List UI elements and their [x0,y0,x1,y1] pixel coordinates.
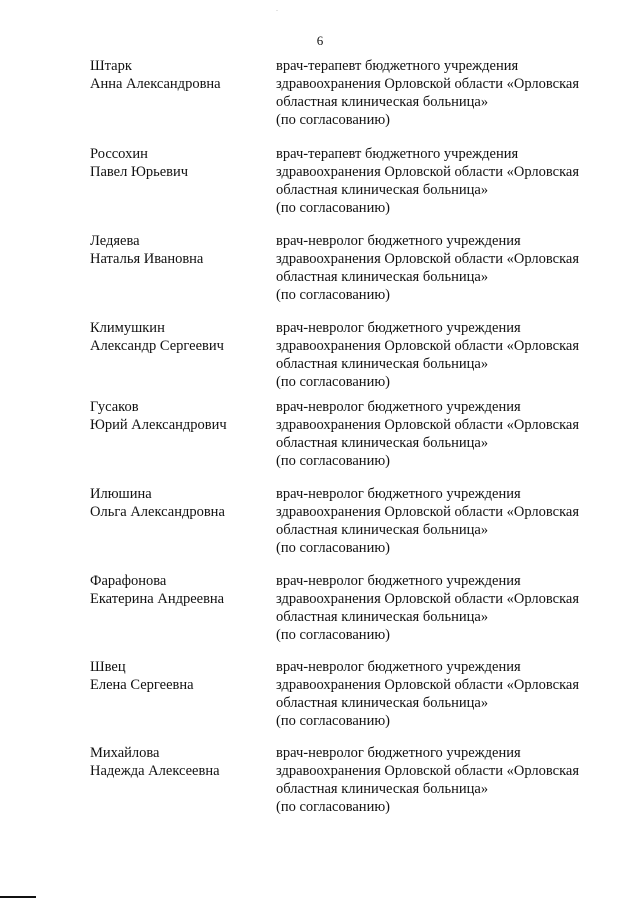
agreement-note: (по согласованию) [276,453,390,469]
member-surname: Штарк [90,58,132,74]
agreement-note: (по согласованию) [276,287,390,303]
member-entry [0,485,640,565]
position-line: областная клиническая больница» [276,356,489,372]
position-line: врач-невролог бюджетного учреждения [276,573,521,589]
member-given-names: Наталья Ивановна [90,251,204,267]
member-name [90,658,265,694]
position-line: врач-невролог бюджетного учреждения [276,233,521,249]
position-line: здравоохранения Орловской области «Орловская [276,504,580,520]
member-surname: Михайлова [90,745,160,761]
member-name [90,145,265,181]
position-line: областная клиническая больница» [276,182,489,198]
member-given-names: Екатерина Андреевна [90,591,225,607]
scan-mark: . [276,4,278,13]
position-line: врач-невролог бюджетного учреждения [276,659,521,675]
member-entry [0,658,640,738]
member-name [90,398,265,434]
member-given-names: Анна Александровна [90,76,221,92]
member-position [276,398,606,470]
member-entry [0,145,640,225]
member-name [90,232,265,268]
agreement-note: (по согласованию) [276,112,390,128]
position-line: врач-невролог бюджетного учреждения [276,399,521,415]
agreement-note: (по согласованию) [276,627,390,643]
member-entry [0,232,640,312]
member-position [276,744,606,816]
member-given-names: Павел Юрьевич [90,164,189,180]
position-line: областная клиническая больница» [276,269,489,285]
member-position [276,485,606,557]
member-position [276,658,606,730]
member-surname: Климушкин [90,320,165,336]
position-line: областная клиническая больница» [276,522,489,538]
member-name [90,319,265,355]
position-line: здравоохранения Орловской области «Орловская [276,76,580,92]
position-line: здравоохранения Орловской области «Орловская [276,763,580,779]
position-line: врач-терапевт бюджетного учреждения [276,58,519,74]
position-line: врач-невролог бюджетного учреждения [276,320,521,336]
page-number: 6 [316,33,324,48]
position-line: областная клиническая больница» [276,695,489,711]
member-given-names: Елена Сергеевна [90,677,194,693]
member-surname: Россохин [90,146,148,162]
position-line: врач-терапевт бюджетного учреждения [276,146,519,162]
member-position [276,232,606,304]
member-entry [0,57,640,137]
member-position [276,145,606,217]
member-given-names: Александр Сергеевич [90,338,224,354]
agreement-note: (по согласованию) [276,713,390,729]
member-entry [0,744,640,824]
member-surname: Гусаков [90,399,139,415]
position-line: здравоохранения Орловской области «Орловская [276,338,580,354]
member-entry [0,572,640,652]
position-line: областная клиническая больница» [276,435,489,451]
member-surname: Ледяева [90,233,140,249]
member-position [276,57,606,129]
agreement-note: (по согласованию) [276,799,390,815]
member-surname: Фарафонова [90,573,167,589]
member-given-names: Надежда Алексеевна [90,763,220,779]
member-position [276,319,606,391]
position-line: здравоохранения Орловской области «Орловская [276,417,580,433]
position-line: здравоохранения Орловской области «Орловская [276,164,580,180]
member-name [90,485,265,521]
member-name [90,744,265,780]
member-position [276,572,606,644]
agreement-note: (по согласованию) [276,200,390,216]
member-entry [0,319,640,399]
position-line: областная клиническая больница» [276,781,489,797]
member-surname: Швец [90,659,126,675]
agreement-note: (по согласованию) [276,374,390,390]
agreement-note: (по согласованию) [276,540,390,556]
member-given-names: Юрий Александрович [90,417,227,433]
position-line: здравоохранения Орловской области «Орловская [276,591,580,607]
position-line: здравоохранения Орловской области «Орловская [276,251,580,267]
position-line: врач-невролог бюджетного учреждения [276,486,521,502]
member-surname: Илюшина [90,486,152,502]
position-line: областная клиническая больница» [276,609,489,625]
member-name [90,57,265,93]
position-line: врач-невролог бюджетного учреждения [276,745,521,761]
position-line: здравоохранения Орловской области «Орловская [276,677,580,693]
member-entry [0,398,640,478]
position-line: областная клиническая больница» [276,94,489,110]
member-name [90,572,265,608]
page-edge-rule [0,896,36,898]
member-given-names: Ольга Александровна [90,504,225,520]
